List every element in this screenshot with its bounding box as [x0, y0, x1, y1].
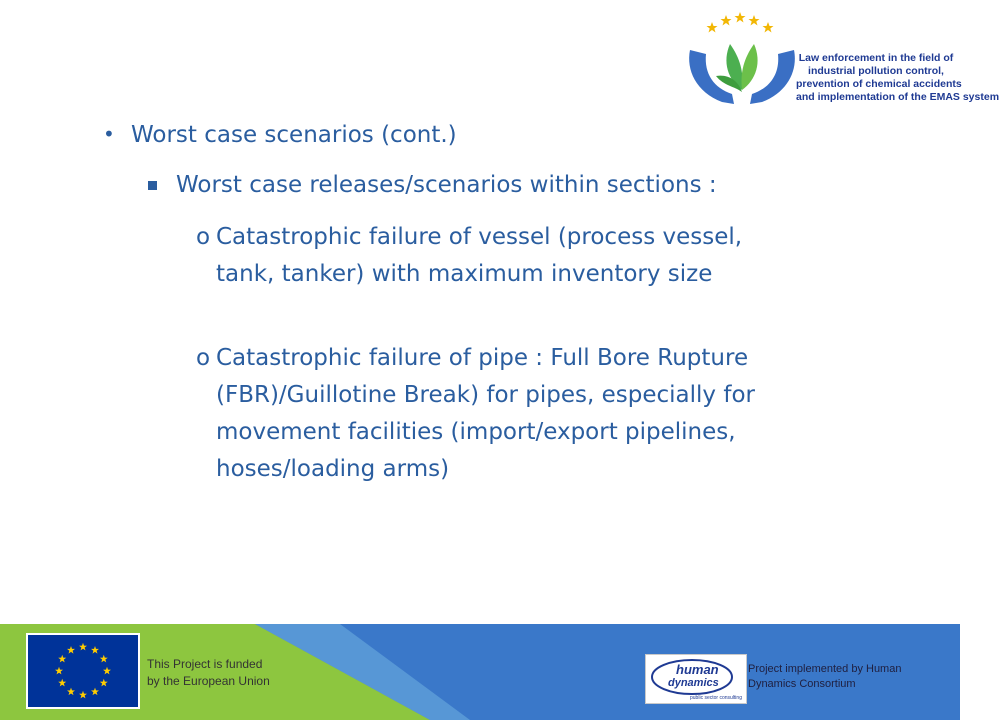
- bullet-text: Catastrophic failure of pipe : Full Bore Rupture (FBR)/Guillotine Break) for pipes, especially for movement facilities (import/export pipelines, hoses/loading arms): [216, 345, 755, 482]
- hd-word-2: dynamics: [668, 677, 719, 689]
- logo-caption: [796, 52, 999, 104]
- funding-note-line-1: This Project is funded: [147, 657, 263, 671]
- bullet-marker: o: [196, 224, 211, 250]
- implementation-note-line-1: Project implemented by Human: [748, 663, 902, 675]
- bullet-text: Catastrophic failure of vessel (process vessel, tank, tanker) with maximum inventory size: [216, 224, 743, 287]
- implementation-note-line-2: Dynamics Consortium: [748, 678, 856, 690]
- eu-flag-icon: [27, 634, 139, 708]
- bullet-marker: o: [196, 345, 211, 371]
- hd-tagline: public sector consulting: [690, 695, 742, 701]
- logo-caption-line-1: Law enforcement in the field of: [798, 52, 954, 64]
- human-dynamics-logo: [645, 654, 747, 704]
- bullet-text: Worst case releases/scenarios within sections :: [176, 172, 717, 198]
- hd-word-1: human: [676, 662, 719, 677]
- funding-note-line-2: by the European Union: [147, 674, 270, 688]
- funding-note: [147, 656, 270, 690]
- bullet-dot-icon: •: [103, 122, 115, 146]
- logo-caption-line-4: and implementation of the EMAS system: [796, 91, 999, 103]
- implementation-note: [748, 662, 901, 692]
- bullet-text: Worst case scenarios (cont.): [131, 122, 457, 148]
- logo-caption-line-3: prevention of chemical accidents: [796, 78, 962, 90]
- logo-stars-icon: [707, 12, 774, 33]
- bullet-square-icon: [148, 181, 157, 190]
- logo-caption-line-2: industrial pollution control,: [808, 65, 944, 77]
